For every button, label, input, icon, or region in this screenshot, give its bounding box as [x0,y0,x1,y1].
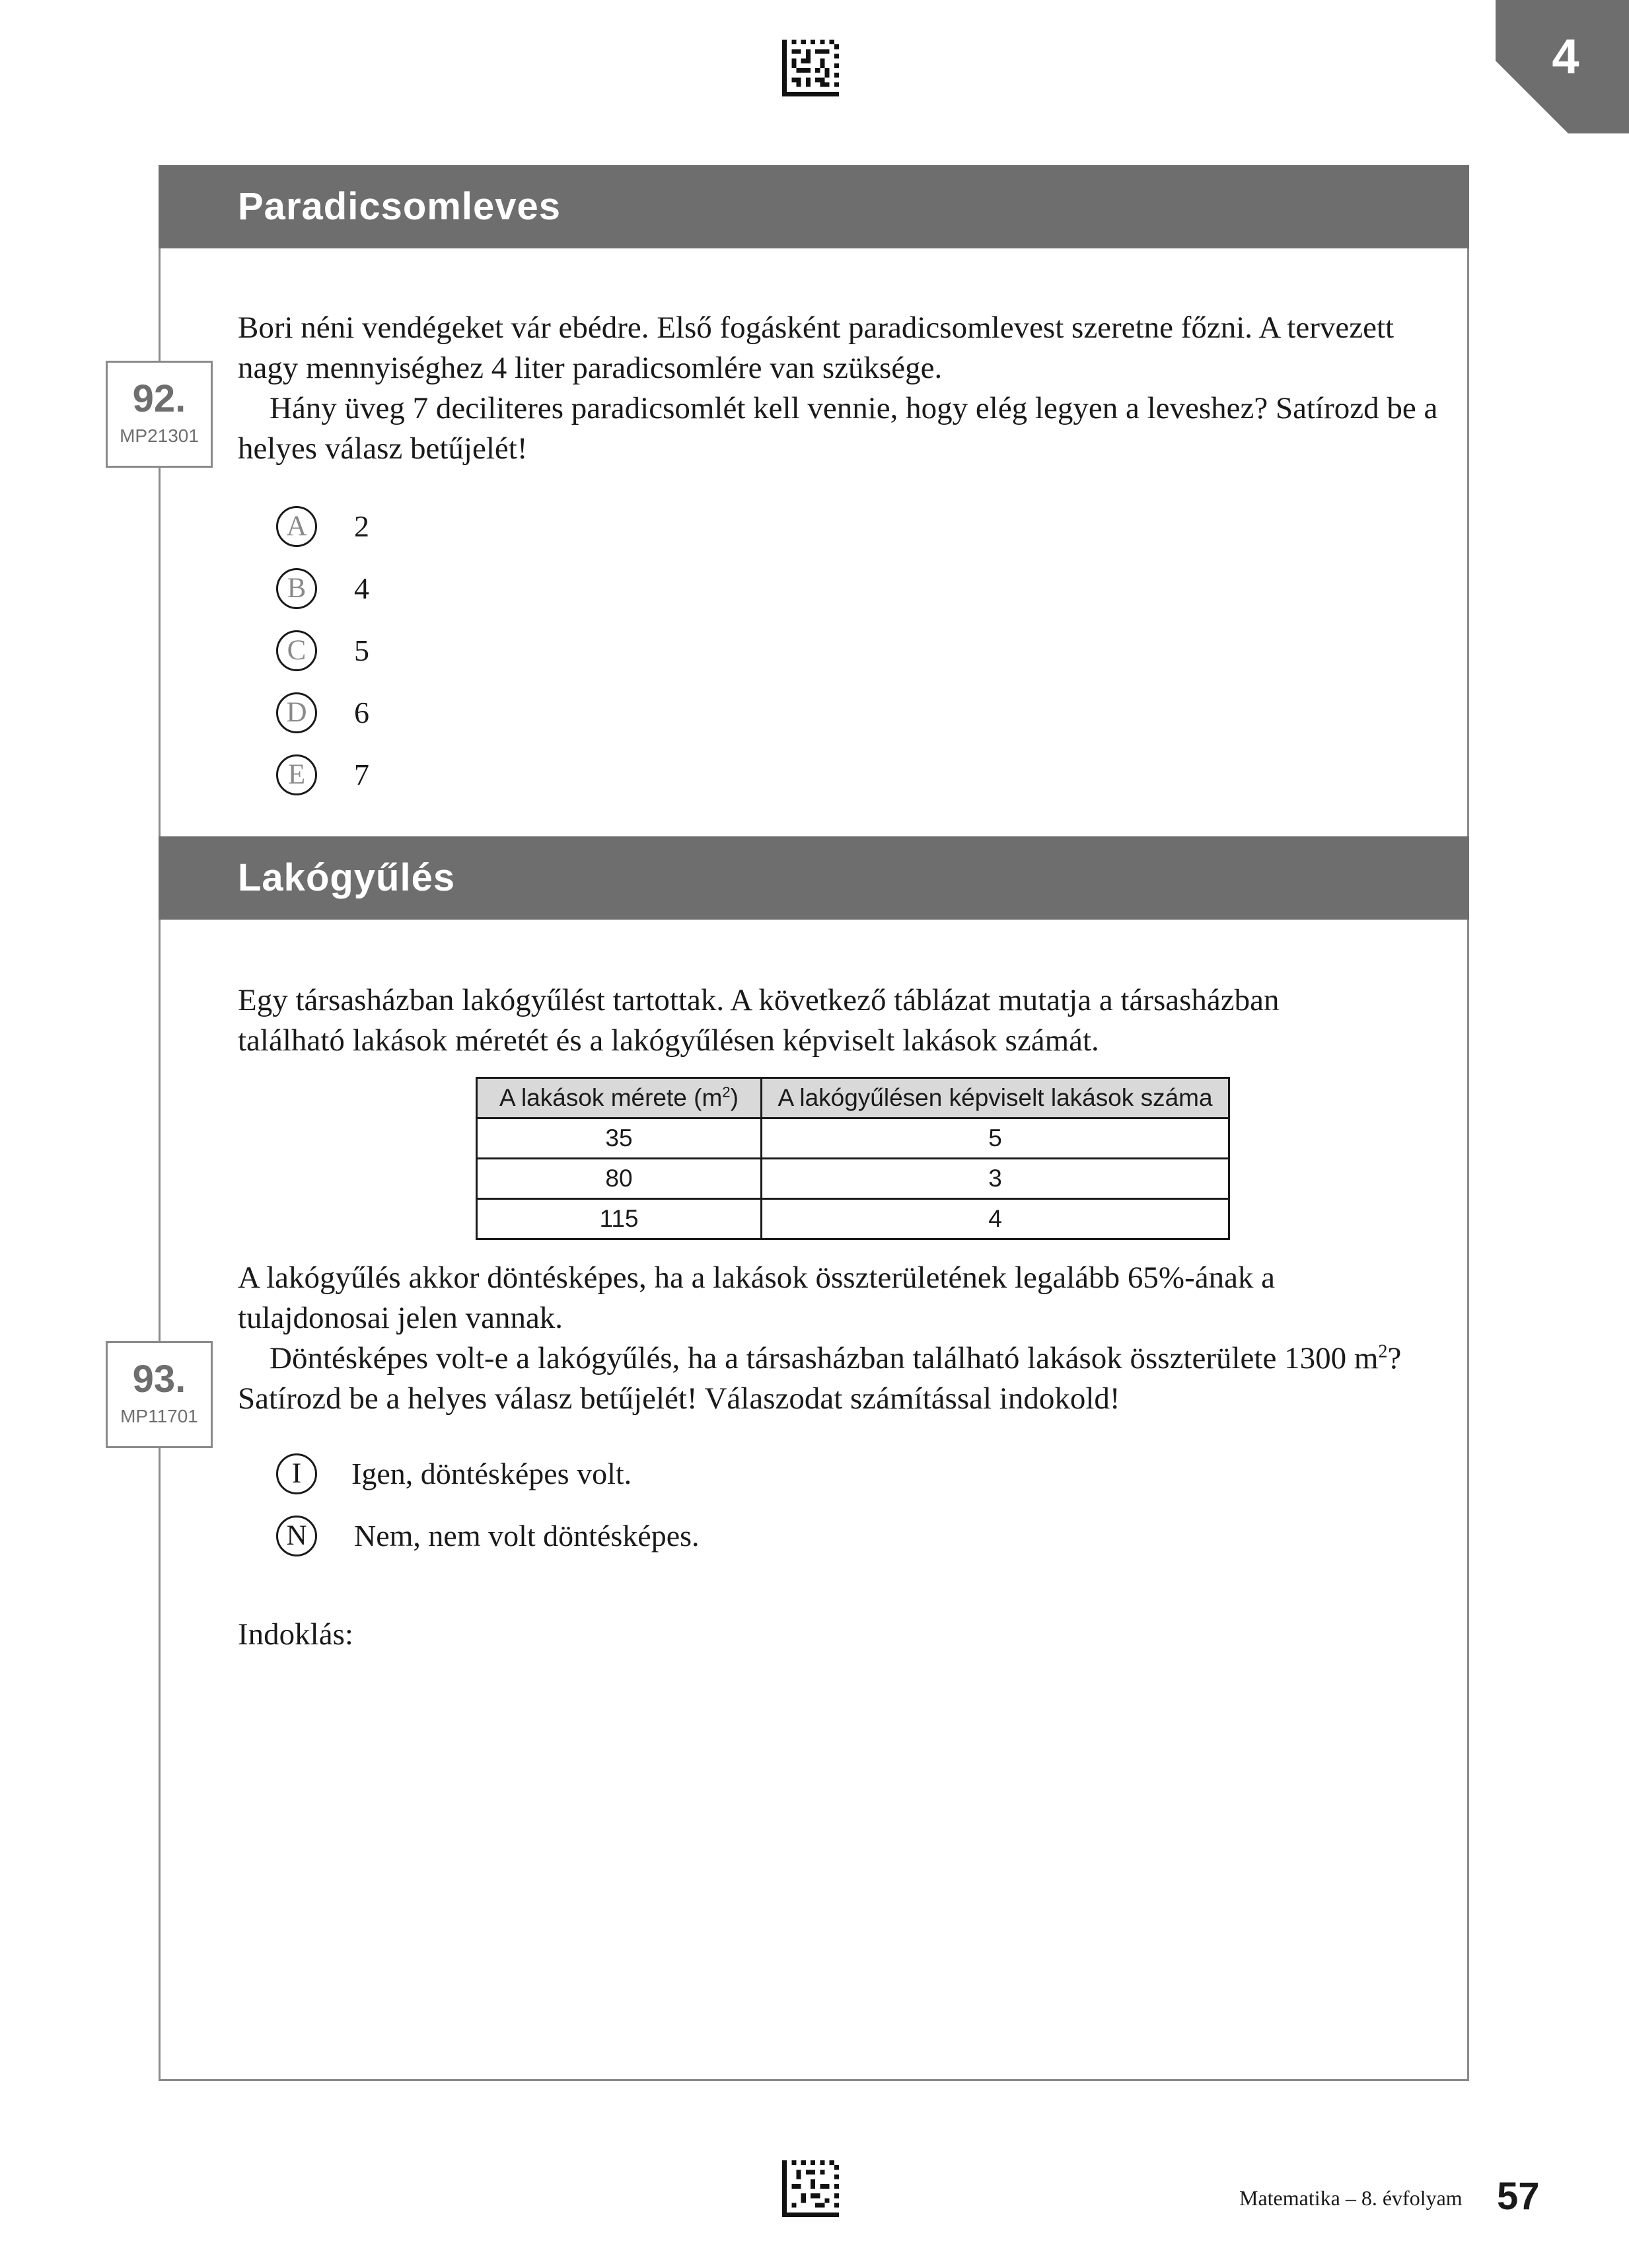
table-cell-count: 3 [762,1159,1229,1199]
section-title: Lakógyűlés [238,856,456,899]
question-number: 93. [132,1358,186,1401]
section-header-lakogyules [159,836,1469,920]
question-number-box [106,361,213,468]
section-title: Paradicsomleves [238,185,561,228]
option-letter-circle[interactable]: B [276,568,317,609]
question-text [238,1258,1460,1419]
section-header-paradicsomleves [159,165,1469,248]
option-text: Igen, döntésképes volt. [351,1457,632,1490]
option-letter-circle[interactable]: C [276,630,317,671]
question-intro [238,980,1361,1061]
question-paragraph: Hány üveg 7 deciliteres paradicsomlét kell vennie, hogy elég legyen a leveshez? Satírozd be a helyes válasz betűjelét! [238,391,1438,466]
justification-label: Indoklás: [238,1617,353,1652]
question-number-box [106,1341,213,1448]
top-barcode [782,40,839,96]
option-letter-circle[interactable]: E [276,754,317,795]
table-cell-size: 35 [477,1118,762,1159]
table-header-count: A lakógyűlésen képviselt lakások száma [762,1078,1229,1118]
booklet-number: 4 [1552,29,1579,84]
table-cell-count: 4 [762,1199,1229,1239]
option-letter-circle[interactable]: I [276,1453,317,1494]
question-text [238,308,1460,469]
condition-text: A lakógyűlés akkor döntésképes, ha a lakások összterületének legalább 65%-ának a tulajdonosai jelen vannak. [238,1261,1276,1335]
table-cell-size: 115 [477,1199,762,1239]
table-row [477,1159,1229,1199]
table-row [477,1199,1229,1239]
question-paragraph: Bori néni vendégeket vár ebédre. Első fogásként paradicsomlevest szeretne főzni. A tervezett nagy mennyiséghez 4 liter paradicsomlére van szüksége. [238,311,1394,385]
page-number: 57 [1497,2175,1540,2218]
option-text: 2 [354,509,369,543]
instruction-text: Satírozd be a helyes válasz betűjelét! Válaszodat számítással indokold! [238,1381,1120,1416]
option-text: 5 [354,634,369,667]
question-code: MP11701 [120,1406,198,1426]
question-number: 92. [132,377,186,420]
apartment-table [476,1077,1230,1240]
option-text: 7 [354,758,369,791]
option-letter-circle[interactable]: A [276,506,317,547]
question-paragraph: Egy társasházban lakógyűlést tartottak. A következő táblázat mutatja a társasházban található lakások méretét és a lakógyűlésen képviselt lakások számát. [238,983,1280,1058]
table-header-size: A lakások mérete $(m^2)$ [477,1078,762,1118]
option-text: Nem, nem volt döntésképes. [354,1519,700,1553]
option-text: 6 [354,696,369,729]
table-header-row [477,1078,1229,1118]
option-text: 4 [354,571,369,605]
question-paragraph: Döntésképes volt-e a lakógyűlés, ha a társasházban található lakások összterülete 1300 $m^2$? [270,1341,1402,1375]
table-cell-size: 80 [477,1159,762,1199]
question-code: MP21301 [120,425,199,446]
footer-subject: Matematika – 8. évfolyam [1239,2186,1463,2210]
option-letter-circle[interactable]: D [276,692,317,733]
bottom-barcode [782,2160,839,2217]
table-row [477,1118,1229,1159]
table-cell-count: 5 [762,1118,1229,1159]
option-letter-circle[interactable]: N [276,1516,317,1556]
